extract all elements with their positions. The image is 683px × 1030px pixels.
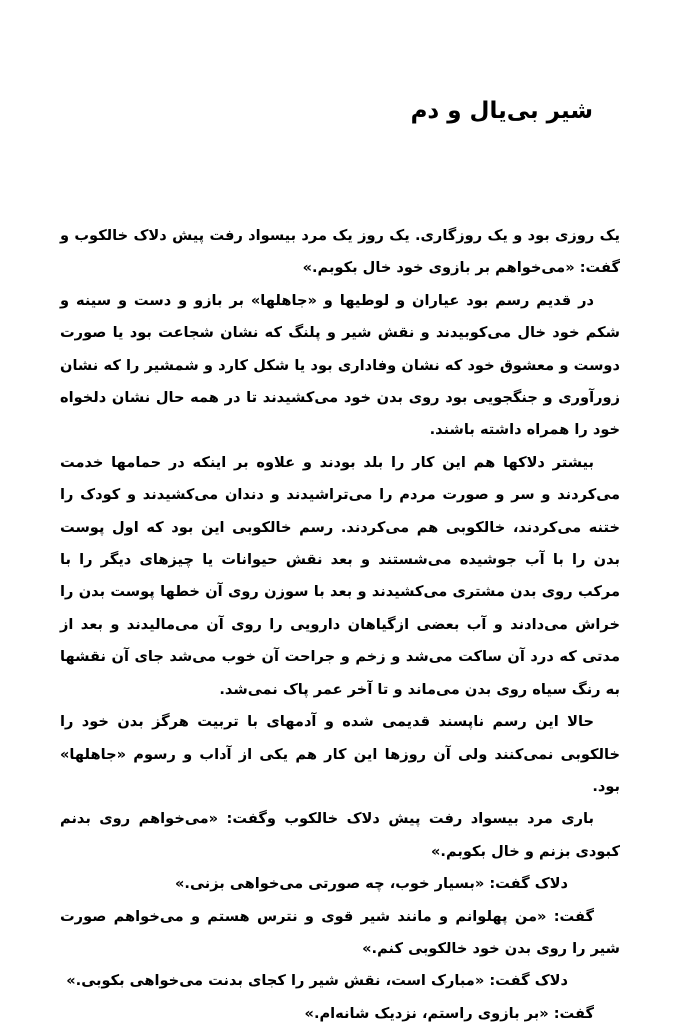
paragraph: دلاک گفت: «بسیار خوب، چه صورتی می‌خواهی بزنی.» <box>174 875 568 893</box>
page-title: شیر بی‌یال و دم <box>410 98 593 124</box>
paragraph: حالا این رسم ناپسند قدیمی شده و آدمهای با تربیت هرگز بدن خود را خالکوبی نمی‌کنند ولی آن روزها این کار هم یکی از آداب و رسوم «جاهلها» بود. <box>60 713 620 795</box>
body-text <box>60 220 620 1030</box>
paragraph: دلاک گفت: «مبارک است، نقش شیر را کجای بدنت می‌خواهی بکوبی.» <box>66 972 568 990</box>
paragraph: باری مرد بیسواد رفت پیش دلاک خالکوب وگفت: «می‌خواهم روی بدنم کبودی بزنم و خال بکوبم.» <box>60 810 620 860</box>
paragraph: گفت: «بر بازوی راستم، نزدیک شانه‌ام.» <box>304 1004 594 1022</box>
paragraph: گفت: «من پهلوانم و مانند شیر قوی و نترس هستم و می‌خواهم صورت شیر را روی بدن خود خالکوبی کنم.» <box>60 907 620 957</box>
paragraph: بیشتر دلاکها هم این کار را بلد بودند و علاوه بر اینکه در حمامها خدمت می‌کردند و سر و صورت مردم را می‌تراشیدند و دندان می‌کشیدند و کودک را ختنه می‌کردند، خالکوبی هم می‌کردند. رسم خالکوبی این بود که اول پوست بدن را با آب جوشیده می‌شستند و بعد نقش حیوانات یا چیزهای دیگر را با مرکب روی بدن مشتری می‌کشیدند و بعد با سوزن روی آن خطها پوست بدن را خراش می‌دادند و آب بعضی ازگیاهان دارویی را روی آن می‌مالیدند و بعد از مدتی که درد آن ساکت می‌شد و زخم و جراحت آن خوب می‌شد جای آن نقشها به رنگ سیاه روی بدن می‌ماند و تا آخر عمر پاک نمی‌شد. <box>60 453 620 698</box>
paragraph: در قدیم رسم بود عیاران و لوطیها و «جاهلها» بر بازو و دست و سینه و شکم خود خال می‌کوبیدند و نقش شیر و پلنگ که نشان شجاعت بود یا صورت دوست و معشوق خود که نشان وفاداری بود یا شکل کارد و شمشیر را که نشان زورآوری و جنگجویی بود روی بدن خود می‌کشیدند تا در همه حال نشان دلخواه خود را همراه داشته باشند. <box>60 291 620 439</box>
paragraph: یک روزی بود و یک روزگاری. یک روز یک مرد بیسواد رفت پیش دلاک خالکوب و گفت: «می‌خواهم بر بازوی خود خال بکوبم.» <box>60 227 620 277</box>
